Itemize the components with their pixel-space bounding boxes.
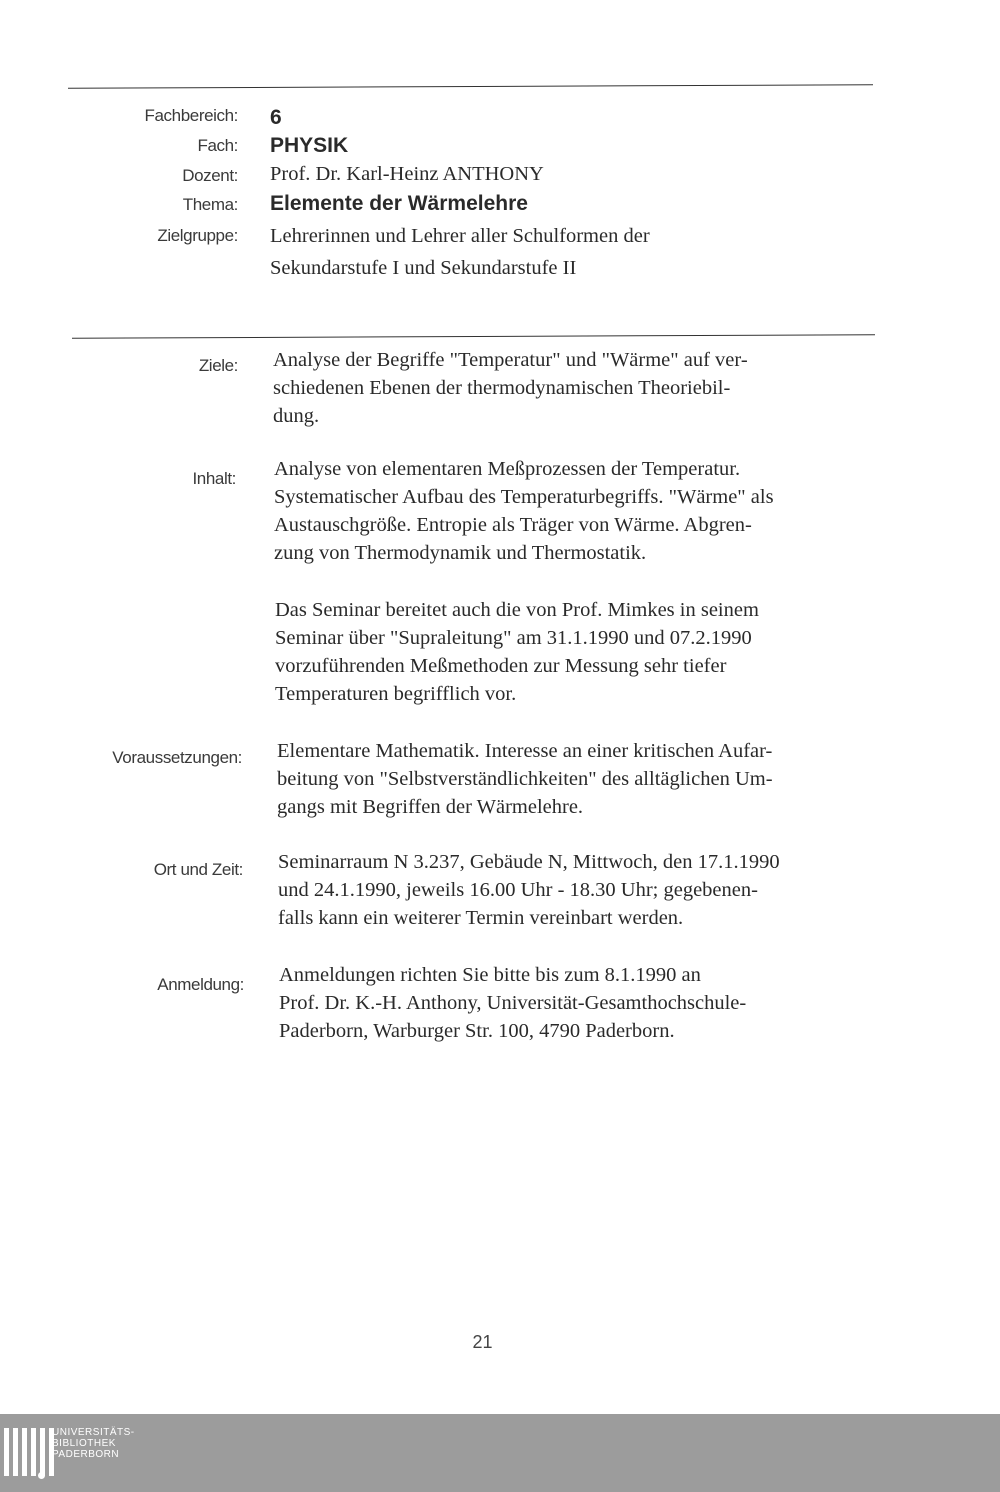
section-label: Inhalt:: [192, 469, 236, 488]
field-label: Thema:: [182, 195, 238, 214]
text-line: dung.: [273, 405, 320, 427]
library-footer-banner: [0, 1414, 1000, 1492]
field-value: 6: [270, 106, 282, 129]
section-label: Anmeldung:: [157, 975, 244, 994]
logo-line: BIBLIOTHEK: [52, 1438, 116, 1449]
text-line: Analyse von elementaren Meßprozessen der Temperatur.: [274, 458, 741, 480]
section-label: Voraussetzungen:: [112, 748, 242, 767]
text-line: Analyse der Begriffe "Temperatur" und "Wärme" auf ver-: [273, 349, 748, 371]
field-label: Dozent:: [182, 166, 238, 185]
text-line: Seminarraum N 3.237, Gebäude N, Mittwoch, den 17.1.1990: [278, 851, 780, 873]
section-label: Ort und Zeit:: [153, 860, 243, 879]
text-line: Paderborn, Warburger Str. 100, 4790 Paderborn.: [279, 1020, 675, 1042]
library-logo-text: [52, 1427, 135, 1460]
field-label: Zielgruppe:: [157, 226, 238, 245]
text-line: schiedenen Ebenen der thermodynamischen Theoriebil-: [273, 377, 731, 399]
section-text: [278, 848, 888, 932]
section-text: [277, 737, 887, 821]
text-line: gangs mit Begriffen der Wärmelehre.: [277, 796, 584, 818]
section-text: [274, 455, 884, 567]
text-line: Das Seminar bereitet auch die von Prof. Mimkes in seinem: [275, 599, 759, 621]
page-number: 21: [472, 1332, 493, 1352]
text-line: Seminar über "Supraleitung" am 31.1.1990 und 07.2.1990: [275, 627, 752, 649]
text-line: Elementare Mathematik. Interesse an einer kritischen Aufar-: [277, 740, 773, 762]
logo-line: UNIVERSITÄTS-: [52, 1427, 135, 1438]
section-text: [279, 961, 889, 1045]
text-line: beitung von "Selbstverständlichkeiten" des alltäglichen Um-: [277, 768, 773, 790]
section-text: [275, 596, 885, 708]
text-line: Sekundarstufe I und Sekundarstufe II: [270, 257, 577, 279]
text-line: falls kann ein weiterer Termin vereinbart werden.: [278, 907, 684, 929]
text-line: und 24.1.1990, jeweils 16.00 Uhr - 18.30 Uhr; gegebenen-: [278, 879, 758, 901]
field-value: [270, 220, 870, 284]
text-line: Lehrerinnen und Lehrer aller Schulformen der: [270, 225, 650, 247]
field-value: PHYSIK: [270, 134, 349, 157]
section-divider: [72, 334, 875, 339]
logo-line: PADERBORN: [52, 1449, 120, 1460]
section-text: [273, 346, 883, 430]
text-line: Anmeldungen richten Sie bitte bis zum 8.1.1990 an: [279, 964, 701, 986]
library-logo-dot: [38, 1472, 45, 1479]
library-logo-icon: [4, 1428, 54, 1476]
field-label: Fach:: [197, 136, 238, 155]
field-value: Prof. Dr. Karl-Heinz ANTHONY: [270, 163, 544, 185]
text-line: Systematischer Aufbau des Temperaturbegriffs. "Wärme" als: [274, 486, 774, 508]
field-value: Elemente der Wärmelehre: [270, 192, 528, 215]
text-line: Prof. Dr. K.-H. Anthony, Universität-Gesamthochschule-: [279, 992, 747, 1014]
section-label: Ziele:: [198, 356, 238, 375]
field-label: Fachbereich:: [144, 106, 238, 125]
text-line: Austauschgröße. Entropie als Träger von Wärme. Abgren-: [274, 514, 752, 536]
text-line: vorzuführenden Meßmethoden zur Messung sehr tiefer: [275, 655, 727, 677]
text-line: Temperaturen begrifflich vor.: [275, 683, 517, 705]
top-divider: [68, 84, 873, 89]
text-line: zung von Thermodynamik und Thermostatik.: [274, 542, 647, 564]
